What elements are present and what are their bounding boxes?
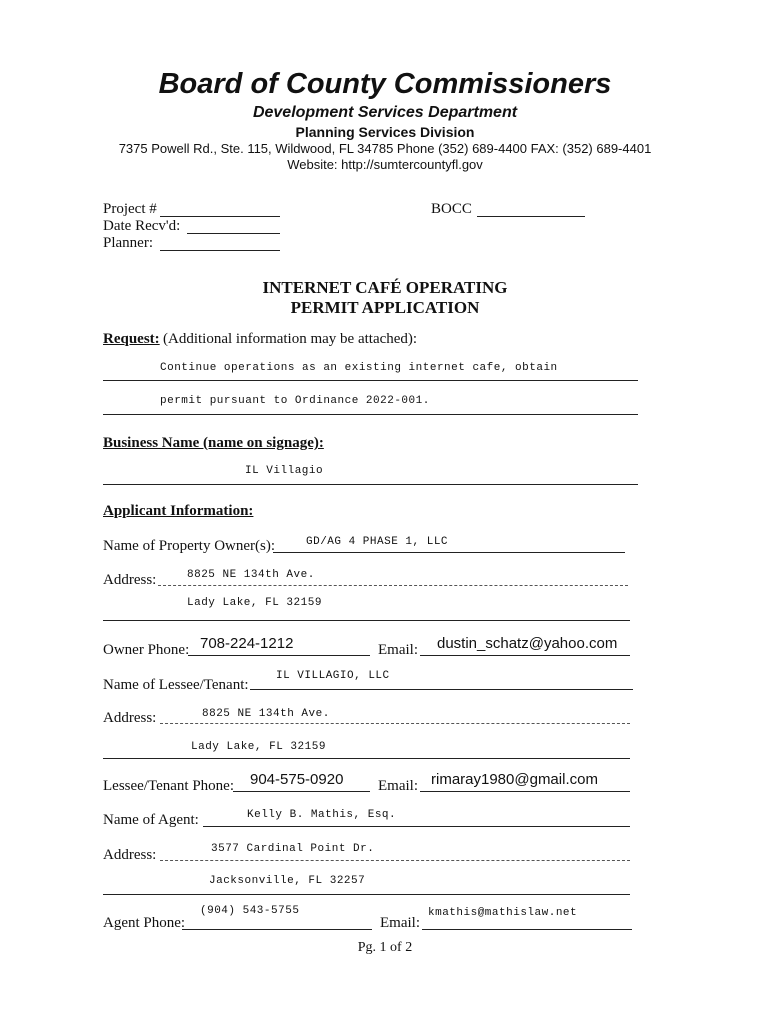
project-number-label: Project # bbox=[103, 201, 157, 217]
division-name: Planning Services Division bbox=[295, 124, 475, 140]
office-address: 7375 Powell Rd., Ste. 115, Wildwood, FL 34785 Phone (352) 689-4400 FAX: (352) 689-4401 bbox=[118, 141, 652, 156]
request-text-line1: Continue operations as an existing internet cafe, obtain bbox=[160, 362, 558, 374]
date-received-label: Date Recv'd: bbox=[103, 218, 181, 234]
request-label: Request: bbox=[103, 331, 160, 347]
lessee-email-rule bbox=[420, 791, 630, 792]
document-title: Board of County Commissioners bbox=[158, 68, 612, 100]
owner-email-value: dustin_schatz@yahoo.com bbox=[437, 635, 618, 652]
project-number-field bbox=[160, 216, 280, 217]
lessee-email-label: Email: bbox=[378, 778, 418, 794]
lessee-name-value: IL VILLAGIO, LLC bbox=[276, 670, 390, 682]
agent-address-line1: 3577 Cardinal Point Dr. bbox=[211, 843, 375, 855]
owner-name-value: GD/AG 4 PHASE 1, LLC bbox=[306, 536, 449, 548]
agent-address-rule1 bbox=[160, 860, 630, 861]
form-title-line2: PERMIT APPLICATION bbox=[290, 298, 480, 317]
agent-email-label: Email: bbox=[380, 915, 420, 931]
lessee-address-rule1 bbox=[160, 723, 630, 724]
request-line2-rule bbox=[103, 414, 638, 415]
lessee-phone-value: 904-575-0920 bbox=[250, 771, 344, 788]
lessee-address-rule2 bbox=[103, 758, 630, 759]
agent-email-rule bbox=[422, 929, 632, 930]
agent-name-value: Kelly B. Mathis, Esq. bbox=[247, 809, 397, 821]
owner-address-line2: Lady Lake, FL 32159 bbox=[187, 597, 322, 609]
owner-name-label: Name of Property Owner(s): bbox=[103, 538, 276, 554]
owner-email-rule bbox=[420, 655, 630, 656]
owner-phone-label: Owner Phone: bbox=[103, 642, 190, 658]
agent-name-rule bbox=[203, 826, 630, 827]
owner-address-line1: 8825 NE 134th Ave. bbox=[187, 569, 315, 581]
owner-address-rule2 bbox=[103, 620, 630, 621]
agent-email-value: kmathis@mathislaw.net bbox=[428, 907, 578, 919]
owner-phone-value: 708-224-1212 bbox=[200, 635, 294, 652]
business-name-rule bbox=[103, 484, 638, 485]
planner-field bbox=[160, 250, 280, 251]
bocc-label: BOCC bbox=[431, 201, 472, 217]
owner-phone-rule bbox=[188, 655, 370, 656]
owner-address-label: Address: bbox=[103, 572, 157, 588]
lessee-name-label: Name of Lessee/Tenant: bbox=[103, 677, 249, 693]
owner-address-rule1 bbox=[158, 585, 628, 586]
business-name-value: IL Villagio bbox=[245, 465, 324, 477]
agent-address-rule2 bbox=[103, 894, 630, 895]
date-received-field bbox=[187, 233, 280, 234]
request-text-line2: permit pursuant to Ordinance 2022-001. bbox=[160, 395, 430, 407]
business-name-label: Business Name (name on signage): bbox=[103, 435, 324, 451]
agent-address-line2: Jacksonville, FL 32257 bbox=[209, 875, 366, 887]
agent-address-label: Address: bbox=[103, 847, 157, 863]
owner-email-label: Email: bbox=[378, 642, 418, 658]
bocc-field bbox=[477, 216, 585, 217]
form-title-line1: INTERNET CAFÉ OPERATING bbox=[262, 278, 508, 297]
page-number: Pg. 1 of 2 bbox=[357, 940, 413, 955]
lessee-email-value: rimaray1980@gmail.com bbox=[431, 771, 598, 788]
lessee-phone-label: Lessee/Tenant Phone: bbox=[103, 778, 234, 794]
request-line1-rule bbox=[103, 380, 638, 381]
lessee-phone-rule bbox=[233, 791, 370, 792]
agent-phone-rule bbox=[182, 929, 372, 930]
department-name: Development Services Department bbox=[252, 104, 518, 121]
agent-phone-value: (904) 543-5755 bbox=[200, 905, 300, 917]
lessee-address-line2: Lady Lake, FL 32159 bbox=[191, 741, 326, 753]
applicant-info-label: Applicant Information: bbox=[103, 503, 254, 519]
owner-name-rule bbox=[273, 552, 625, 553]
agent-name-label: Name of Agent: bbox=[103, 812, 199, 828]
agent-phone-label: Agent Phone: bbox=[103, 915, 186, 931]
lessee-name-rule bbox=[250, 689, 633, 690]
lessee-address-label: Address: bbox=[103, 710, 157, 726]
planner-label: Planner: bbox=[103, 235, 153, 251]
lessee-address-line1: 8825 NE 134th Ave. bbox=[202, 708, 330, 720]
request-note: (Additional information may be attached): bbox=[163, 331, 418, 347]
website: Website: http://sumtercountyfl.gov bbox=[287, 157, 483, 172]
